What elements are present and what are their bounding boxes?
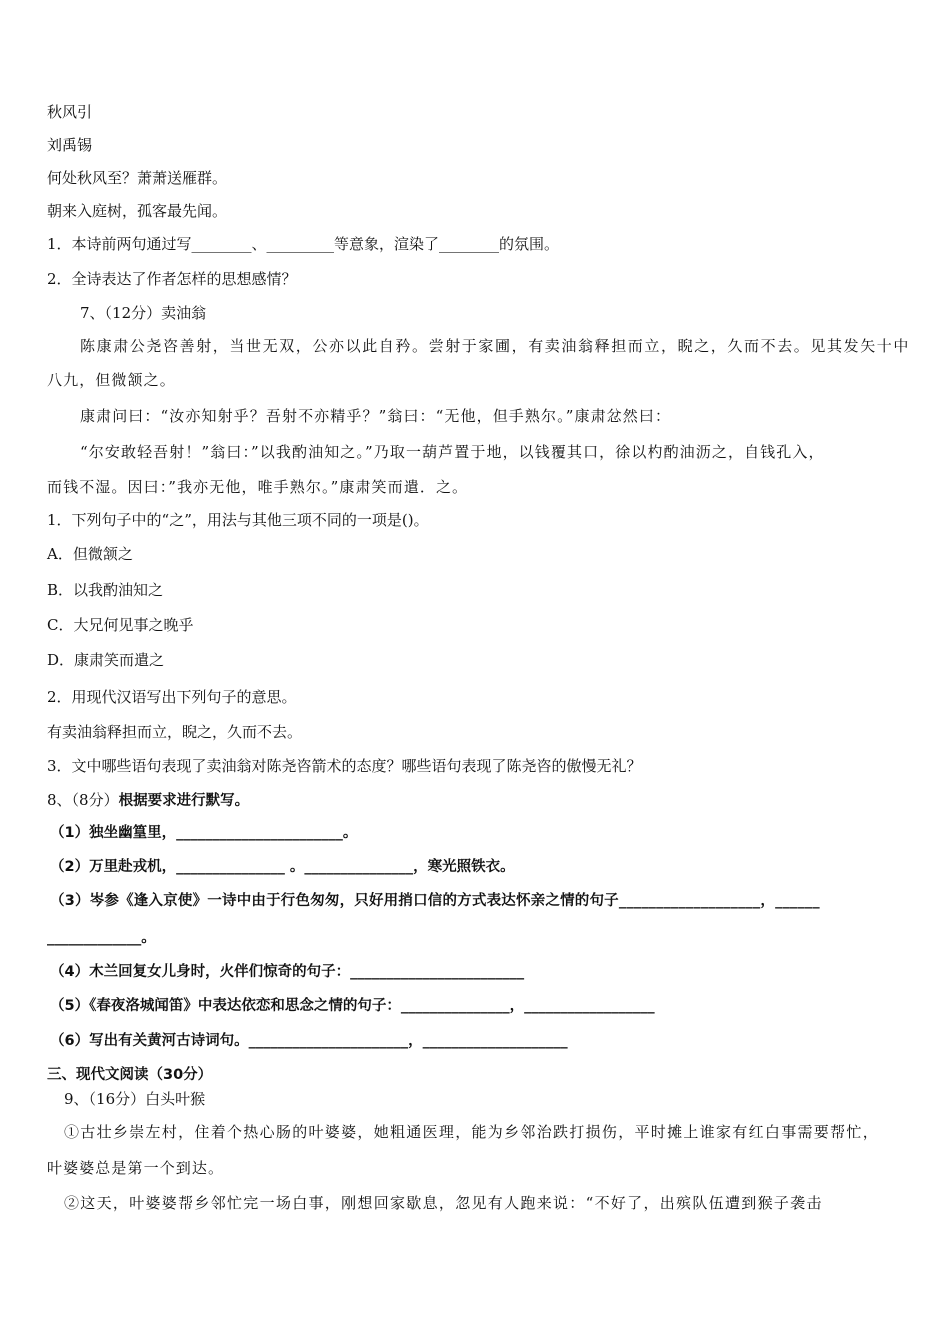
question: 1．下列句子中的“之”，用法与其他三项不同的一项是()。 <box>47 511 429 529</box>
q9-heading: 9、（16分）白头叶猴 <box>64 1090 206 1108</box>
option-b: B．以我酌油知之 <box>47 581 164 599</box>
dictation-item: （3）岑参《逢入京使》一诗中由于行色匆匆，只好用捎口信的方式表达怀亲之情的句子___________________，______ <box>50 893 820 909</box>
dictation-item: （4）木兰回复女儿身时，火伴们惊奇的句子：________________________ <box>50 964 525 980</box>
section-heading: 三、现代文阅读（30分） <box>47 1067 213 1083</box>
question: 2．全诗表达了作者怎样的思想感情？ <box>47 270 297 288</box>
passage-line: 而钱不湿。因曰：”我亦无他，唯手熟尔。”康肃笑而遣．之。 <box>47 478 469 496</box>
poem-line: 朝来入庭树，孤客最先闻。 <box>47 202 228 220</box>
option-c: C．大兄何见事之晚乎 <box>47 616 194 634</box>
q8-prefix: 8、（8分） <box>47 791 119 809</box>
question-sentence: 有卖油翁释担而立，睨之，久而不去。 <box>47 723 303 741</box>
passage-line: 八九，但微颔之。 <box>47 371 176 389</box>
question: 3．文中哪些语句表现了卖油翁对陈尧咨箭术的态度？哪些语句表现了陈尧咨的傲慢无礼？ <box>47 757 642 775</box>
dictation-item: （1）独坐幽篁里，_______________________。 <box>50 825 358 841</box>
option-a: A．但微颔之 <box>47 545 133 563</box>
question: 2．用现代汉语写出下列句子的意思。 <box>47 688 297 706</box>
dictation-item: （6）写出有关黄河古诗词句。______________________，____________________ <box>50 1033 568 1049</box>
q7-heading: 7、（12分）卖油翁 <box>80 304 207 322</box>
question: 1．本诗前两句通过写________、_________等意象，渲染了________的氛围。 <box>47 235 560 253</box>
dictation-item: _____________。 <box>47 930 156 946</box>
q8-title: 根据要求进行默写。 <box>118 793 250 809</box>
passage-line: 叶婆婆总是第一个到达。 <box>47 1159 225 1177</box>
dictation-item: （5）《春夜洛城闻笛》中表达依恋和思念之情的句子：_______________，__________________ <box>50 998 655 1014</box>
passage-line: ②这天，叶婆婆帮乡邻忙完一场白事，刚想回家歇息，忽见有人跑来说：“不好了，出殡队伍遭到猴子袭击 <box>64 1194 823 1212</box>
passage-line: 康肃问曰：“汝亦知射乎？吾射不亦精乎？”翁曰：“无他，但手熟尔。”康肃忿然曰： <box>80 407 672 425</box>
option-d: D．康肃笑而遣之 <box>47 651 165 669</box>
poem-author: 刘禹锡 <box>47 136 93 154</box>
poem-title: 秋风引 <box>47 103 93 121</box>
q8-heading <box>47 791 249 810</box>
passage-line: “尔安敢轻吾射！”翁曰：”以我酌油知之。”乃取一葫芦置于地，以钱覆其口，徐以杓酌油沥之，自钱孔入， <box>80 443 825 461</box>
passage-line: ①古壮乡崇左村，住着个热心肠的叶婆婆，她粗通医理，能为乡邻治跌打损伤，平时摊上谁家有红白事需要帮忙， <box>64 1123 880 1141</box>
dictation-item: （2）万里赴戎机，_______________ 。_______________，寒光照铁衣。 <box>50 859 515 875</box>
poem-line: 何处秋风至？萧萧送雁群。 <box>47 169 228 187</box>
passage-line: 陈康肃公尧咨善射，当世无双，公亦以此自矜。尝射于家圃，有卖油翁释担而立，睨之，久而不去。见其发矢十中 <box>80 337 911 355</box>
